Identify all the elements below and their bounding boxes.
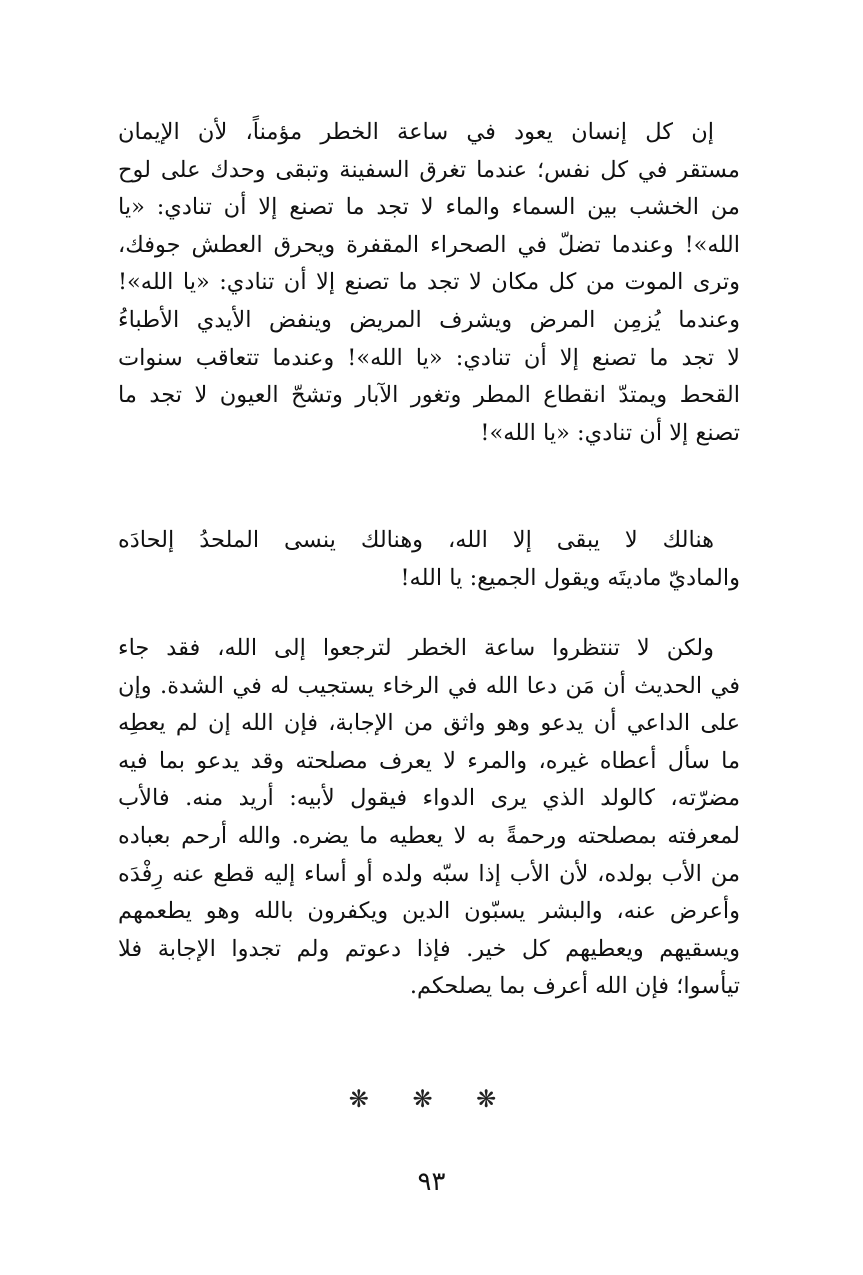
text-line: مضرّته، كالولد الذي يرى الدواء فيقول لأبيه: أريد منه. فالأب <box>118 785 740 812</box>
page-number: ٩٣ <box>417 1167 446 1197</box>
text-line: لا تجد ما تصنع إلا أن تنادي: «يا الله»! وعندما تتعاقب سنوات <box>118 344 740 371</box>
text-line: والماديّ ماديتَه ويقول الجميع: يا الله! <box>400 564 740 591</box>
text-line: وترى الموت من كل مكان لا تجد ما تصنع إلا أن تنادي: «يا الله»! <box>118 269 740 296</box>
text-line: القحط ويمتدّ انقطاع المطر وتغور الآبار وتشحّ العيون لا تجد ما <box>118 382 740 409</box>
paragraph-1 <box>118 114 740 452</box>
text-line: وأعرض عنه، والبشر يسبّون الدين ويكفرون بالله وهو يطعمهم <box>118 898 740 925</box>
text-line: من الخشب بين السماء والماء لا تجد ما تصنع إلا أن تنادي: «يا <box>118 194 740 221</box>
paragraph-2 <box>118 522 740 597</box>
text-line: من الأب بولده، لأن الأب إذا سبّه ولده أو أساء إليه قطع عنه رِفْدَه <box>118 860 740 887</box>
text-line: ويسقيهم ويعطيهم كل خير. فإذا دعوتم ولم تجدوا الإجابة فلا <box>118 935 740 962</box>
text-line: وعندما يُزمِن المرض ويشرف المريض وينفض الأيدي الأطباءُ <box>118 306 740 333</box>
text-line: الله»! وعندما تضلّ في الصحراء المقفرة ويحرق العطش جوفك، <box>118 231 740 258</box>
text-line: على الداعي أن يدعو وهو واثق من الإجابة، فإن الله إن لم يعطِه <box>118 710 740 737</box>
text-line: هنالك لا يبقى إلا الله، وهنالك ينسى الملحدُ إلحادَه <box>118 527 714 553</box>
text-line: مستقر في كل نفس؛ عندما تغرق السفينة وتبقى وحدك على لوح <box>118 156 740 183</box>
text-line: في الحديث أن مَن دعا الله في الرخاء يستجيب له في الشدة. وإن <box>118 672 740 699</box>
text-line: ما سأل أعطاه غيره، والمرء لا يعرف مصلحته وقد يدعو بما فيه <box>118 747 740 774</box>
text-line: لمعرفته بمصلحته ورحمةً به لا يعطيه ما يضره. والله أرحم بعباده <box>118 822 740 849</box>
text-line: ولكن لا تنتظروا ساعة الخطر لترجعوا إلى الله، فقد جاء <box>118 635 714 661</box>
section-separator: ❋ ❋ ❋ <box>348 1085 515 1113</box>
text-line: تصنع إلا أن تنادي: «يا الله»! <box>480 419 740 446</box>
text-line: إن كل إنسان يعود في ساعة الخطر مؤمناً، لأن الإيمان <box>118 119 714 145</box>
paragraph-3 <box>118 630 740 1006</box>
text-line: تيأسوا؛ فإن الله أعرف بما يصلحكم. <box>409 973 740 1000</box>
